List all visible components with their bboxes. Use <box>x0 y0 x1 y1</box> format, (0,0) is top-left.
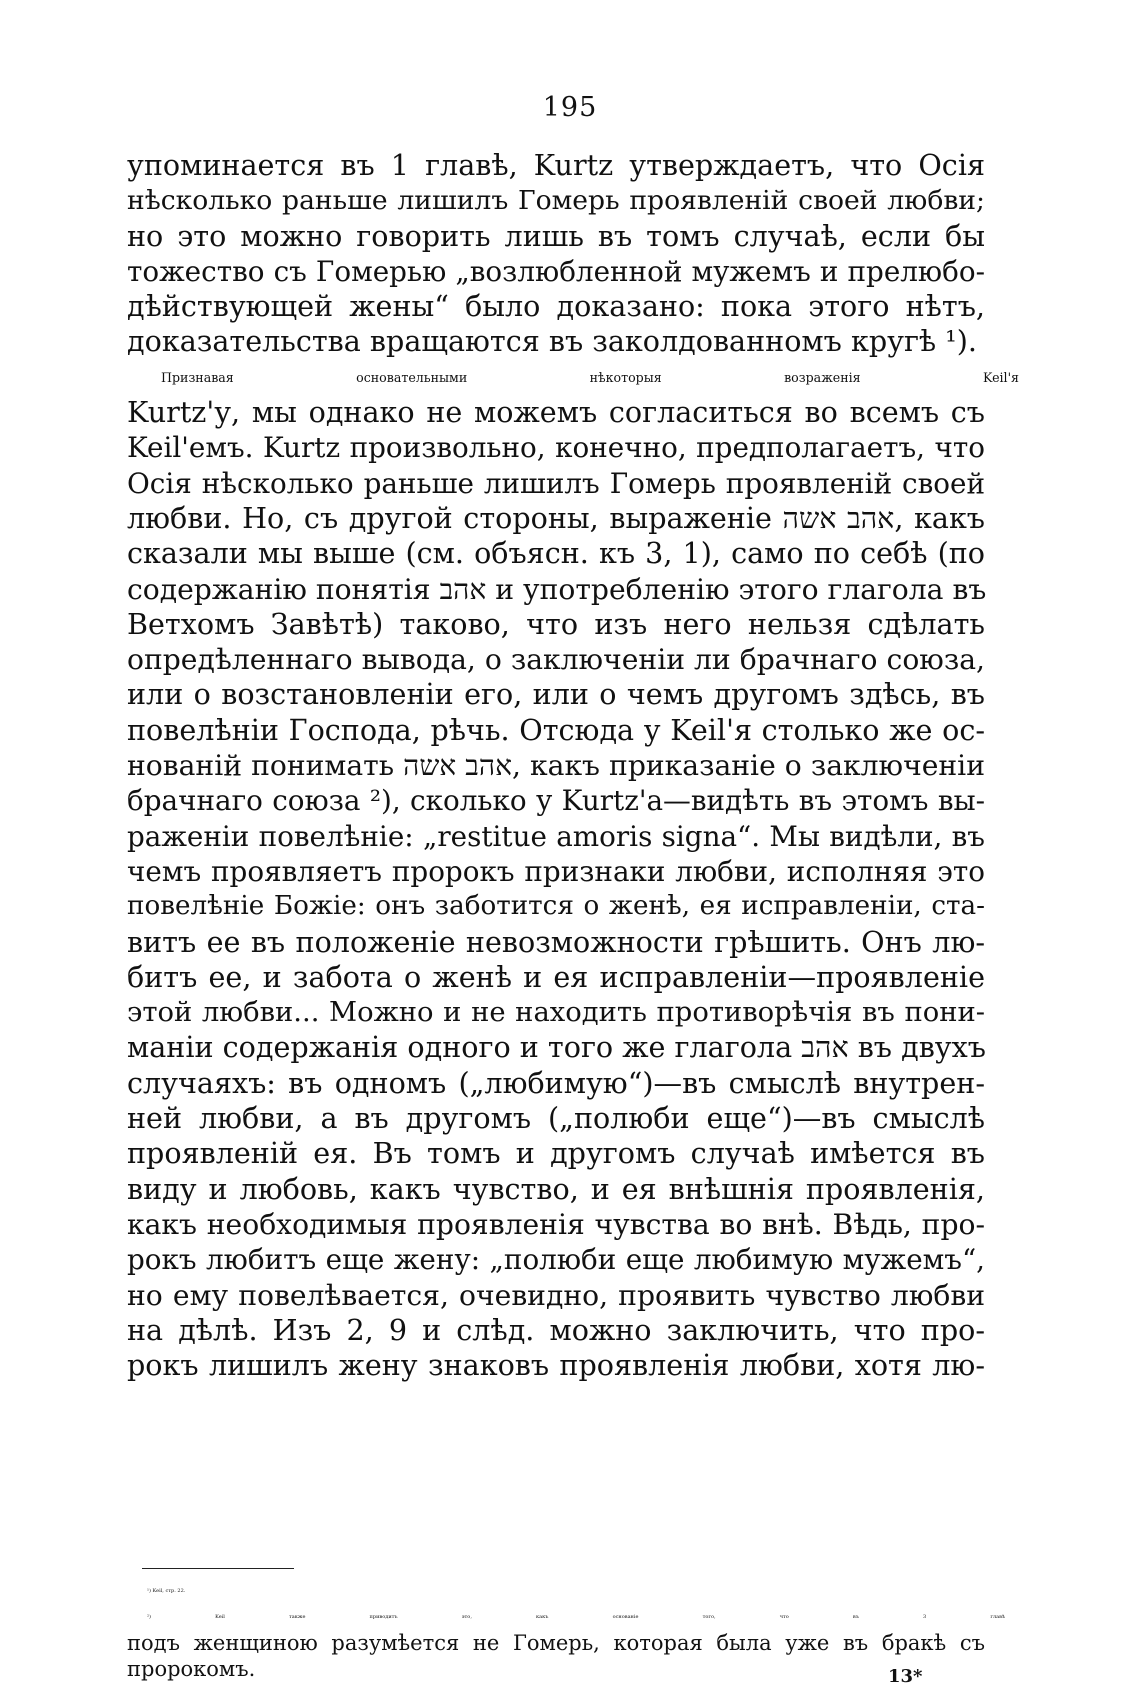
text-line: любви. Но, съ другой стороны, выраженіе אהב אשה, какъ <box>127 500 986 535</box>
text-line: Ветхомъ Завѣтѣ) таково, что изъ него нельзя сдѣлать <box>127 606 985 641</box>
page-number: 195 <box>542 92 598 123</box>
text-line: повелѣніи Господа, рѣчь. Отсюда у Keil'я столько же ос- <box>127 712 985 747</box>
text-line: рокъ лишилъ жену знаковъ проявленія любви, хотя лю- <box>127 1348 985 1383</box>
text-line: дѣйствующей жены“ было доказано: пока этого нѣтъ, <box>127 289 985 324</box>
footnote-line: ¹) Keil, стр. 22. <box>147 1588 186 1594</box>
text-line: содержанію понятія אהב и употребленію этого глагола въ <box>127 572 987 606</box>
footnote-line: пророкомъ. <box>127 1657 256 1681</box>
text-line: на дѣлѣ. Изъ 2, 9 и слѣд. можно заключить, что про- <box>127 1312 985 1347</box>
text-line: виду и любовь, какъ чувство, и ея внѣшнія проявленія, <box>127 1171 985 1206</box>
text-line: проявленій ея. Въ томъ и другомъ случаѣ имѣется въ <box>127 1136 985 1171</box>
text-line: случаяхъ: въ одномъ („любимую“)—въ смыслѣ внутрен- <box>127 1065 985 1100</box>
text-line: битъ ее, и забота о женѣ и ея исправленіи—проявленіе <box>127 959 985 994</box>
text-line: нованій понимать אהב אשה, какъ приказаніе о заключеніи <box>127 749 985 783</box>
text-line: рокъ любитъ еще жену: „полюби еще любимую мужемъ“, <box>127 1243 985 1277</box>
text-line: витъ ее въ положеніе невозможности грѣшить. Онъ лю- <box>127 924 985 959</box>
text-line: чемъ проявляетъ пророкъ признаки любви, исполняя это <box>127 854 985 888</box>
text-line: доказательства вращаются въ заколдованномъ кругѣ ¹). <box>127 324 977 359</box>
text-line: Осія нѣсколько раньше лишилъ Гомерь проявленій своей <box>127 466 985 500</box>
footnote-line: подъ женщиною разумѣется не Гомерь, которая была уже въ бракѣ съ <box>127 1631 985 1655</box>
text-line: брачнаго союза ²), сколько у Kurtz'а—видѣть въ этомъ вы- <box>127 784 985 818</box>
text-line: Keil'емъ. Kurtz произвольно, конечно, предполагаетъ, что <box>127 431 985 465</box>
text-line: раженіи повелѣніе: „restitue amoris signa“. Мы видѣли, въ <box>127 819 985 853</box>
footnote-divider <box>142 1568 294 1569</box>
text-line: упоминается въ 1 главѣ, Kurtz утверждаетъ, что Осія <box>127 148 985 182</box>
text-line: нѣсколько раньше лишилъ Гомерь проявленій своей любви; <box>127 185 985 217</box>
footnote-line: ²) Keil также приводитъ это, какъ основаніе того, что въ 3 главѣ <box>147 1614 1005 1620</box>
text-line: Признавая основательными нѣкоторыя возраженія Keil'я <box>161 369 1019 385</box>
text-line: Kurtz'у, мы однако не можемъ согласиться во всемъ съ <box>127 395 985 430</box>
text-line: маніи содержанія одного и того же глагола אהב въ двухъ <box>127 1030 986 1065</box>
text-line: повелѣніе Божіе: онъ заботится о женѣ, ея исправленіи, ста- <box>127 891 985 922</box>
text-line: или о возстановленіи его, или о чемъ другомъ здѣсь, въ <box>127 677 985 712</box>
text-line: сказали мы выше (см. объясн. къ 3, 1), само по себѣ (по <box>127 536 985 571</box>
text-line: но это можно говорить лишь въ томъ случаѣ, если бы <box>127 218 985 253</box>
sheet-signature: 13* <box>888 1666 923 1687</box>
text-line: опредѣленнаго вывода, о заключеніи ли брачнаго союза, <box>127 643 985 677</box>
text-line: ней любви, а въ другомъ („полюби еще“)—въ смыслѣ <box>127 1101 985 1136</box>
text-line: этой любви... Можно и не находить противорѣчія въ пони- <box>127 997 985 1029</box>
text-line: тожество съ Гомерью „возлюбленной мужемъ и прелюбо- <box>127 254 985 288</box>
footnotes <box>127 1578 1005 1682</box>
main-text <box>127 148 1019 1383</box>
text-line: какъ необходимыя проявленія чувства во внѣ. Вѣдь, про- <box>127 1207 985 1241</box>
text-line: но ему повелѣвается, очевидно, проявить чувство любви <box>127 1278 985 1312</box>
